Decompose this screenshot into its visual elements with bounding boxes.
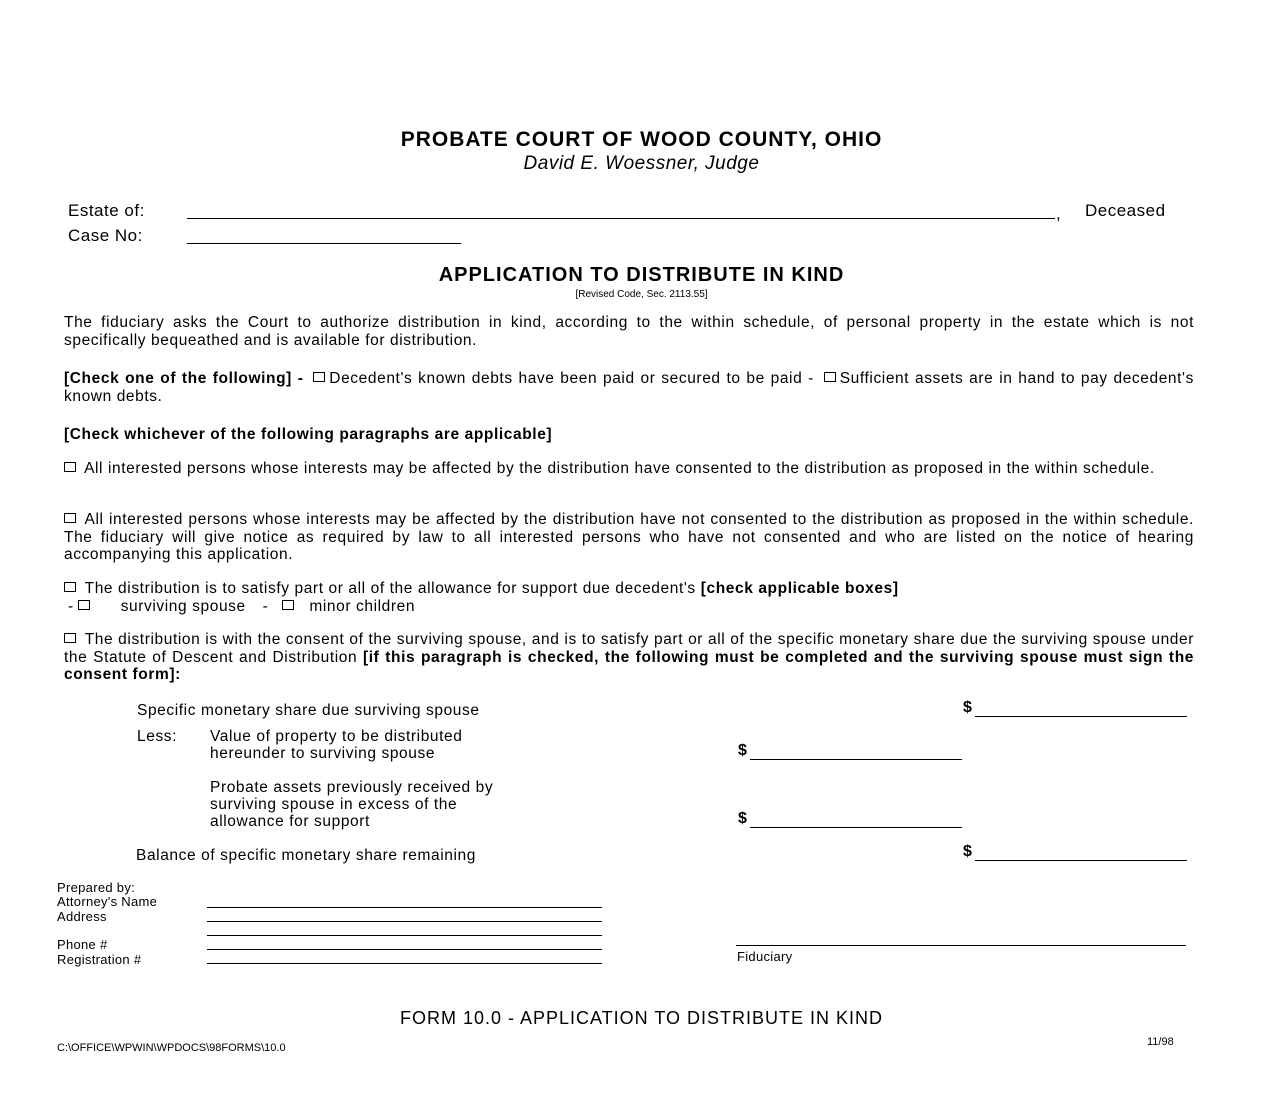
surviving-spouse-checkbox[interactable] (78, 600, 90, 610)
deceased-label: Deceased (1085, 201, 1166, 220)
check-one-section (64, 370, 1194, 405)
statute-reference: [Revised Code, Sec. 2113.55] (575, 289, 708, 300)
intro-paragraph: The fiduciary asks the Court to authorize distribution in kind, according to the within schedule, of personal property in the estate which is not specifically bequeathed and is available for distribution. (64, 314, 1194, 349)
attorney-name-label: Attorney's Name (57, 894, 158, 909)
estate-name-field[interactable] (187, 218, 1055, 219)
address-field-1[interactable] (207, 921, 602, 922)
fiduciary-signature-field[interactable] (736, 945, 1186, 946)
debts-paid-label: Decedent's known debts have been paid or secured to be paid - (329, 370, 814, 387)
probate-currency: $ (738, 810, 747, 827)
case-number-field[interactable] (187, 243, 461, 244)
balance-label: Balance of specific monetary share remaining (136, 847, 477, 864)
registration-label: Registration # (57, 952, 142, 967)
specific-share-label: Specific monetary share due surviving spouse (137, 702, 480, 719)
allowance-checkbox[interactable] (64, 582, 76, 592)
footer-revision-date: 11/98 (1147, 1036, 1174, 1048)
monetary-share-bold-text: [if this paragraph is checked, the following must be completed and the surviving spouse must sign the consent form]: (64, 648, 1194, 683)
not-consented-checkbox[interactable] (64, 513, 76, 523)
phone-label: Phone # (57, 937, 108, 952)
not-consented-text: All interested persons whose interests may be affected by the distribution have not consented to the distribution as proposed in the within schedule. The fiduciary will give notice as required by law to all interested persons who have not consented and who are listed on the notice of hearing accompanying this application. (64, 511, 1194, 563)
allowance-text: The distribution is to satisfy part or all of the allowance for support due decedent's (84, 580, 696, 597)
sufficient-assets-label: Sufficient assets are in hand to pay decedent's known debts. (64, 370, 1194, 405)
not-consented-paragraph (64, 511, 1194, 564)
sufficient-assets-checkbox[interactable] (824, 372, 836, 382)
application-title: APPLICATION TO DISTRIBUTE IN KIND (438, 264, 845, 286)
consented-checkbox[interactable] (64, 462, 76, 472)
consented-paragraph (64, 460, 1194, 478)
value-label-line2: hereunder to surviving spouse (210, 745, 436, 762)
monetary-share-text: The distribution is with the consent of the surviving spouse, and is to satisfy part or all of the specific monetary share due the surviving spouse under the Statute of Descent and Distribution (64, 631, 1194, 666)
probate-field[interactable] (750, 827, 962, 828)
phone-field[interactable] (207, 949, 602, 950)
less-label: Less: (137, 728, 178, 745)
balance-currency: $ (963, 843, 972, 860)
probate-label-line1: Probate assets previously received by (210, 779, 494, 796)
consented-text: All interested persons whose interests may be affected by the distribution have consented to the distribution as proposed in the within schedule. (84, 460, 1155, 477)
value-field[interactable] (750, 759, 962, 760)
estate-comma: , (1056, 204, 1062, 223)
balance-field[interactable] (975, 860, 1187, 861)
allowance-bold-text: [check applicable boxes] (700, 580, 899, 597)
registration-field[interactable] (207, 963, 602, 964)
case-number-label: Case No: (68, 226, 143, 245)
judge-name: David E. Woessner, Judge (523, 153, 760, 174)
address-label: Address (57, 909, 107, 924)
footer-file-path: C:\OFFICE\WPWIN\WPDOCS\98FORMS\10.0 (57, 1042, 286, 1054)
court-title: PROBATE COURT OF WOOD COUNTY, OHIO (400, 128, 883, 151)
allowance-paragraph (64, 580, 1194, 598)
monetary-share-checkbox[interactable] (64, 633, 76, 643)
monetary-share-paragraph (64, 631, 1194, 684)
probate-label-line3: allowance for support (210, 813, 370, 830)
check-whichever-heading: [Check whichever of the following paragraphs are applicable] (64, 426, 553, 443)
minor-children-checkbox[interactable] (282, 600, 294, 610)
probate-label-line2: surviving spouse in excess of the (210, 796, 458, 813)
prepared-by-label: Prepared by: (57, 880, 136, 895)
fiduciary-label: Fiduciary (737, 949, 793, 964)
value-currency: $ (738, 742, 747, 759)
surviving-spouse-label: surviving spouse (120, 598, 246, 615)
value-label-line1: Value of property to be distributed (210, 728, 463, 745)
specific-share-currency: $ (963, 699, 972, 716)
estate-label: Estate of: (68, 201, 145, 220)
address-field-2[interactable] (207, 935, 602, 936)
allowance-options: - surviving spouse - minor children (68, 598, 416, 615)
minor-children-label: minor children (309, 598, 416, 615)
specific-share-field[interactable] (975, 716, 1187, 717)
check-one-heading: [Check one of the following] - (64, 370, 304, 387)
debts-paid-checkbox[interactable] (313, 372, 325, 382)
attorney-name-field[interactable] (207, 907, 602, 908)
footer-form-title: FORM 10.0 - APPLICATION TO DISTRIBUTE IN KIND (399, 1008, 884, 1028)
